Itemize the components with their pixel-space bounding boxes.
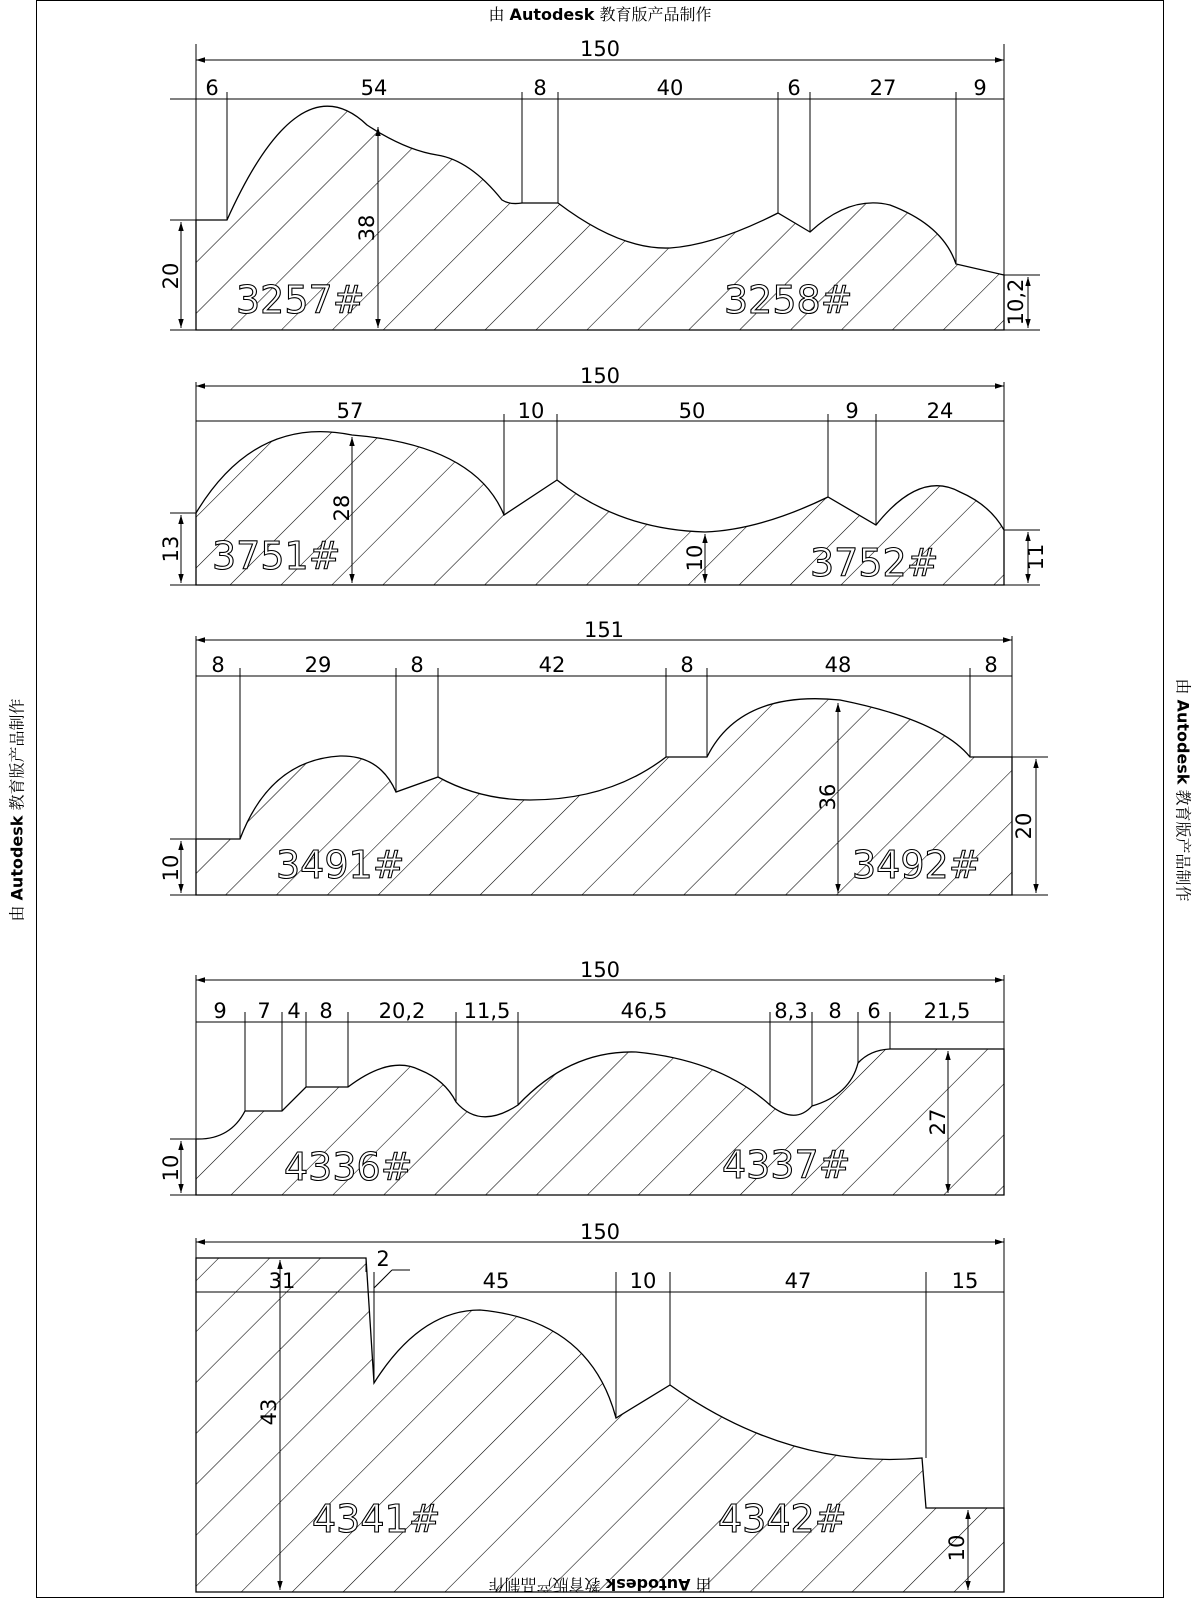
profile-code-label: 4342# xyxy=(718,1497,847,1541)
profile-code-label: 4336# xyxy=(284,1145,413,1189)
p3-height-dim: 36 xyxy=(816,783,840,811)
p1-seg-dim: 54 xyxy=(360,76,388,100)
p5-height-dim: 10 xyxy=(945,1534,969,1562)
profile-5-section xyxy=(196,1258,1004,1592)
p4-seg-dim: 20,2 xyxy=(378,999,426,1023)
p2-seg-dim: 10 xyxy=(517,399,545,423)
p2-height-dim: 28 xyxy=(330,494,354,522)
watermark-left: 由 Autodesk 教育版产品制作 xyxy=(7,698,27,922)
p2-seg-dim: 9 xyxy=(845,399,859,423)
watermark-top: 由 Autodesk 教育版产品制作 xyxy=(488,5,712,24)
p1-seg-dim: 27 xyxy=(869,76,897,100)
p4-seg-dim: 46,5 xyxy=(620,999,668,1023)
profile-code-label: 3492# xyxy=(852,843,981,887)
profile-4 xyxy=(159,958,1004,1195)
p1-height-dim: 20 xyxy=(159,262,183,290)
profile-code-label: 3257# xyxy=(236,278,365,322)
p1-seg-dim: 6 xyxy=(787,76,801,100)
p4-seg-dim: 4 xyxy=(287,999,301,1023)
p5-seg-dim: 10 xyxy=(629,1269,657,1293)
p4-seg-dim: 6 xyxy=(867,999,881,1023)
p3-seg-dim: 48 xyxy=(824,653,852,677)
p1-seg-dim: 6 xyxy=(205,76,219,100)
p4-seg-dim: 8 xyxy=(828,999,842,1023)
profile-code-label: 4337# xyxy=(722,1143,851,1187)
p2-seg-dim: 57 xyxy=(336,399,364,423)
p2-height-dim: 13 xyxy=(159,535,183,563)
p5-seg-dim: 45 xyxy=(482,1269,510,1293)
p4-seg-dim: 8,3 xyxy=(774,999,808,1023)
profile-code-label: 3258# xyxy=(724,278,853,322)
p4-seg-dim: 7 xyxy=(257,999,271,1023)
p4-seg-dim: 11,5 xyxy=(463,999,511,1023)
p5-seg-dim: 15 xyxy=(951,1269,979,1293)
profile-5 xyxy=(196,1220,1004,1592)
profile-code-label: 3752# xyxy=(810,541,939,585)
p4-overall-dim: 150 xyxy=(579,958,621,982)
p5-seg-dim: 31 xyxy=(268,1269,296,1293)
p2-overall-dim: 150 xyxy=(579,364,621,388)
profile-code-label: 4341# xyxy=(312,1497,441,1541)
profile-1 xyxy=(159,37,1040,330)
p4-seg-dim: 8 xyxy=(319,999,333,1023)
p4-seg-dim: 9 xyxy=(213,999,227,1023)
p4-height-dim: 27 xyxy=(926,1108,950,1136)
p3-overall-dim: 151 xyxy=(583,618,625,642)
p1-overall-dim: 150 xyxy=(579,37,621,61)
p3-seg-dim: 8 xyxy=(410,653,424,677)
p3-height-dim: 20 xyxy=(1012,812,1036,840)
p1-height-dim: 38 xyxy=(355,214,379,242)
p4-height-dim: 10 xyxy=(159,1154,183,1182)
p5-height-dim: 43 xyxy=(257,1398,281,1426)
p5-seg-dim: 2 xyxy=(376,1247,390,1271)
p2-seg-dim: 24 xyxy=(926,399,954,423)
p4-seg-dim: 21,5 xyxy=(923,999,971,1023)
p2-height-dim: 11 xyxy=(1024,543,1048,571)
p3-seg-dim: 29 xyxy=(304,653,332,677)
watermark-right: 由 Autodesk 教育版产品制作 xyxy=(1173,678,1193,902)
p3-seg-dim: 8 xyxy=(984,653,998,677)
p3-seg-dim: 8 xyxy=(680,653,694,677)
p5-overall-dim: 150 xyxy=(579,1220,621,1244)
profile-2 xyxy=(159,364,1048,585)
p1-seg-dim: 40 xyxy=(656,76,684,100)
profile-code-label: 3751# xyxy=(212,534,341,578)
p5-seg-dim: 47 xyxy=(784,1269,812,1293)
p3-seg-dim: 8 xyxy=(211,653,225,677)
p1-height-dim: 10,2 xyxy=(1004,278,1028,326)
profile-3 xyxy=(159,618,1048,895)
p2-seg-dim: 50 xyxy=(678,399,706,423)
p1-seg-dim: 9 xyxy=(973,76,987,100)
p1-seg-dim: 8 xyxy=(533,76,547,100)
profile-code-label: 3491# xyxy=(276,843,405,887)
p2-height-dim: 10 xyxy=(683,544,707,572)
p3-height-dim: 10 xyxy=(159,854,183,882)
p3-seg-dim: 42 xyxy=(538,653,566,677)
